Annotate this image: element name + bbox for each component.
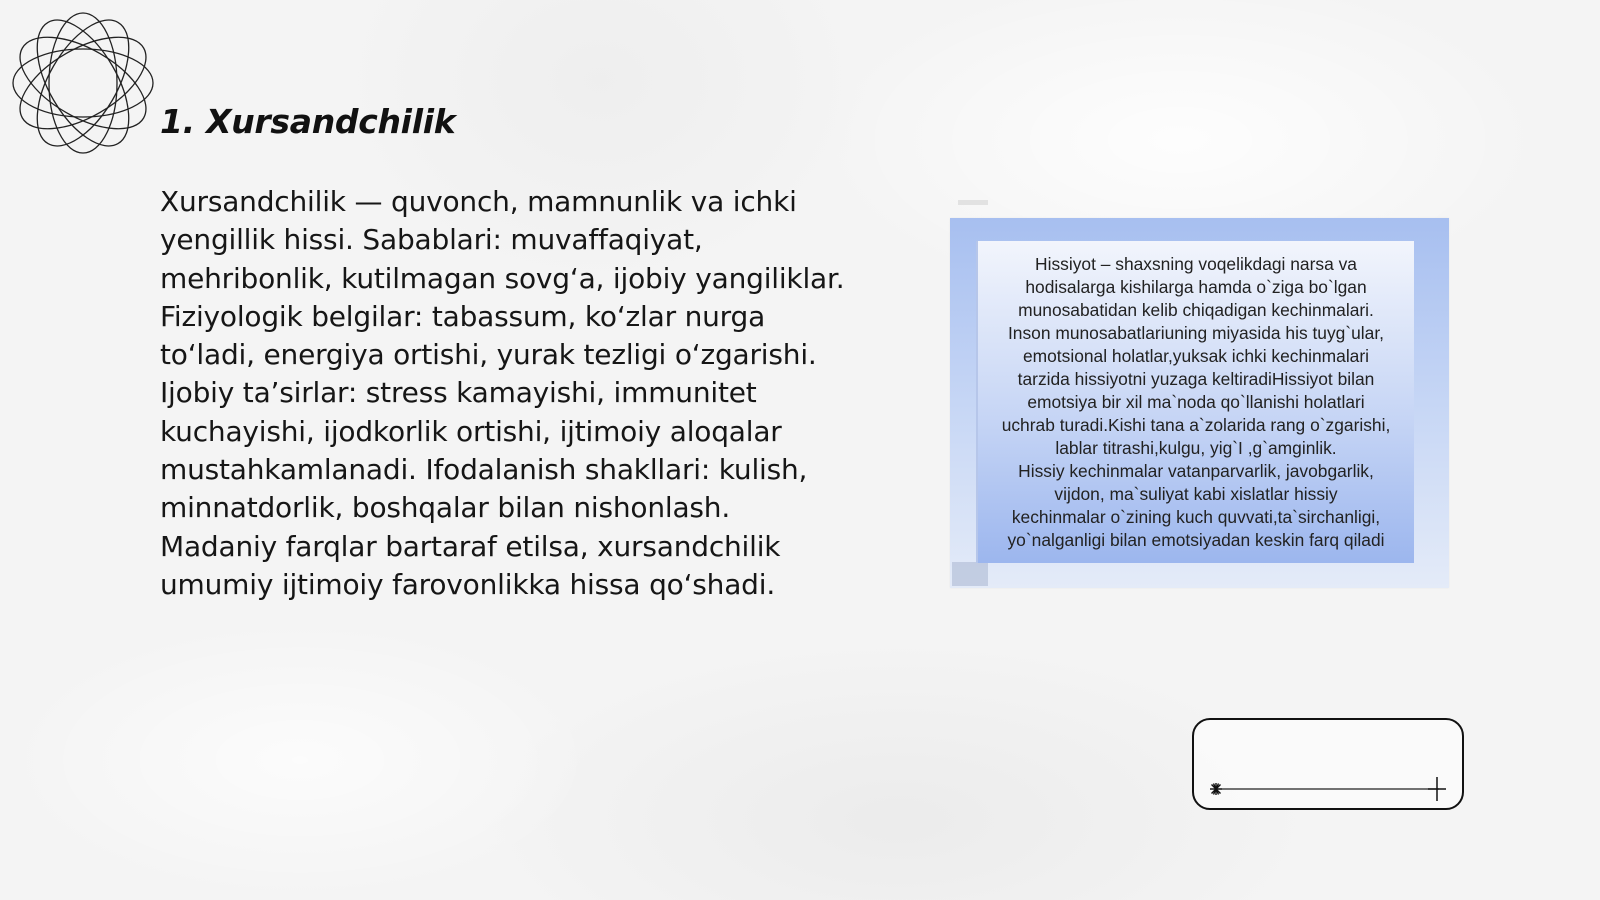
image-text-block — [978, 253, 1414, 552]
image-text-line: lablar titrashi,kulgu, yig`I ,g`amginlik. — [1055, 438, 1337, 458]
timeline-decoration — [1192, 718, 1464, 810]
interlaced-circles-icon — [8, 8, 158, 158]
image-text-line: hodisalarga kishilarga hamda o`ziga bo`lgan — [1025, 277, 1367, 297]
image-frame-corner — [952, 562, 988, 586]
image-text-line: yo`nalganligi bilan emotsiyadan keskin farq qiladi — [1007, 530, 1385, 550]
image-text-line: uchrab turadi.Kishi tana a`zolarida rang o`zgarishi, — [1001, 415, 1391, 435]
image-text-line: kechinmalar o`zining kuch quvvati,ta`sirchanligi, — [1011, 507, 1381, 527]
image-text-line: Inson munosabatlariuning miyasida his tuyg`ular, — [1007, 323, 1385, 343]
image-text-line: munosabatidan kelib chiqadigan kechinmalari. — [1018, 300, 1374, 320]
image-text-line: emotsional holatlar,yuksak ichki kechinmalari — [1022, 346, 1370, 366]
image-text-line: emotsiya bir xil ma`noda qo`llanishi holatlari — [1027, 392, 1365, 412]
crosshair-icon — [1428, 777, 1446, 801]
body-paragraph: Xursandchilik — quvonch, mamnunlik va ichki yengillik hissi. Sabablari: muvaffaqiyat, mehribonlik, kutilmagan sovg‘a, ijobiy yangiliklar. Fiziyologik belgilar: tabassum, ko‘zlar nurga to‘ladi, energiya ortishi, yurak tezligi o‘zgarishi. Ijobiy ta’sirlar: stress kamayishi, immunitet kuchayishi, ijodkorlik ortishi, ijtimoiy aloqalar mustahkamlanadi. Ifodalanish shakllari: kulish, minnatdorlik, boshqalar bilan nishonlash. Madaniy farqlar bartaraf etilsa, xursandchilik umumiy ijtimoiy farovonlikka hissa qo‘shadi. — [160, 185, 845, 601]
image-text-line: Hissiy kechinmalar vatanparvarlik, javobgarlik, — [1018, 461, 1374, 481]
image-text-line: tarzida hissiyotni yuzaga keltiradiHissiyot bilan — [1017, 369, 1375, 389]
sparkle-icon — [1210, 783, 1222, 795]
slide-title: 1. Xursandchilik — [160, 102, 456, 141]
image-frame-tab — [958, 200, 988, 205]
image-text-line: vijdon, ma`suliyat kabi xislatlar hissiy — [1054, 484, 1338, 504]
image-text-line: Hissiyot – shaxsning voqelikdagi narsa va — [1035, 254, 1357, 274]
timeline-graphic — [1194, 720, 1462, 808]
